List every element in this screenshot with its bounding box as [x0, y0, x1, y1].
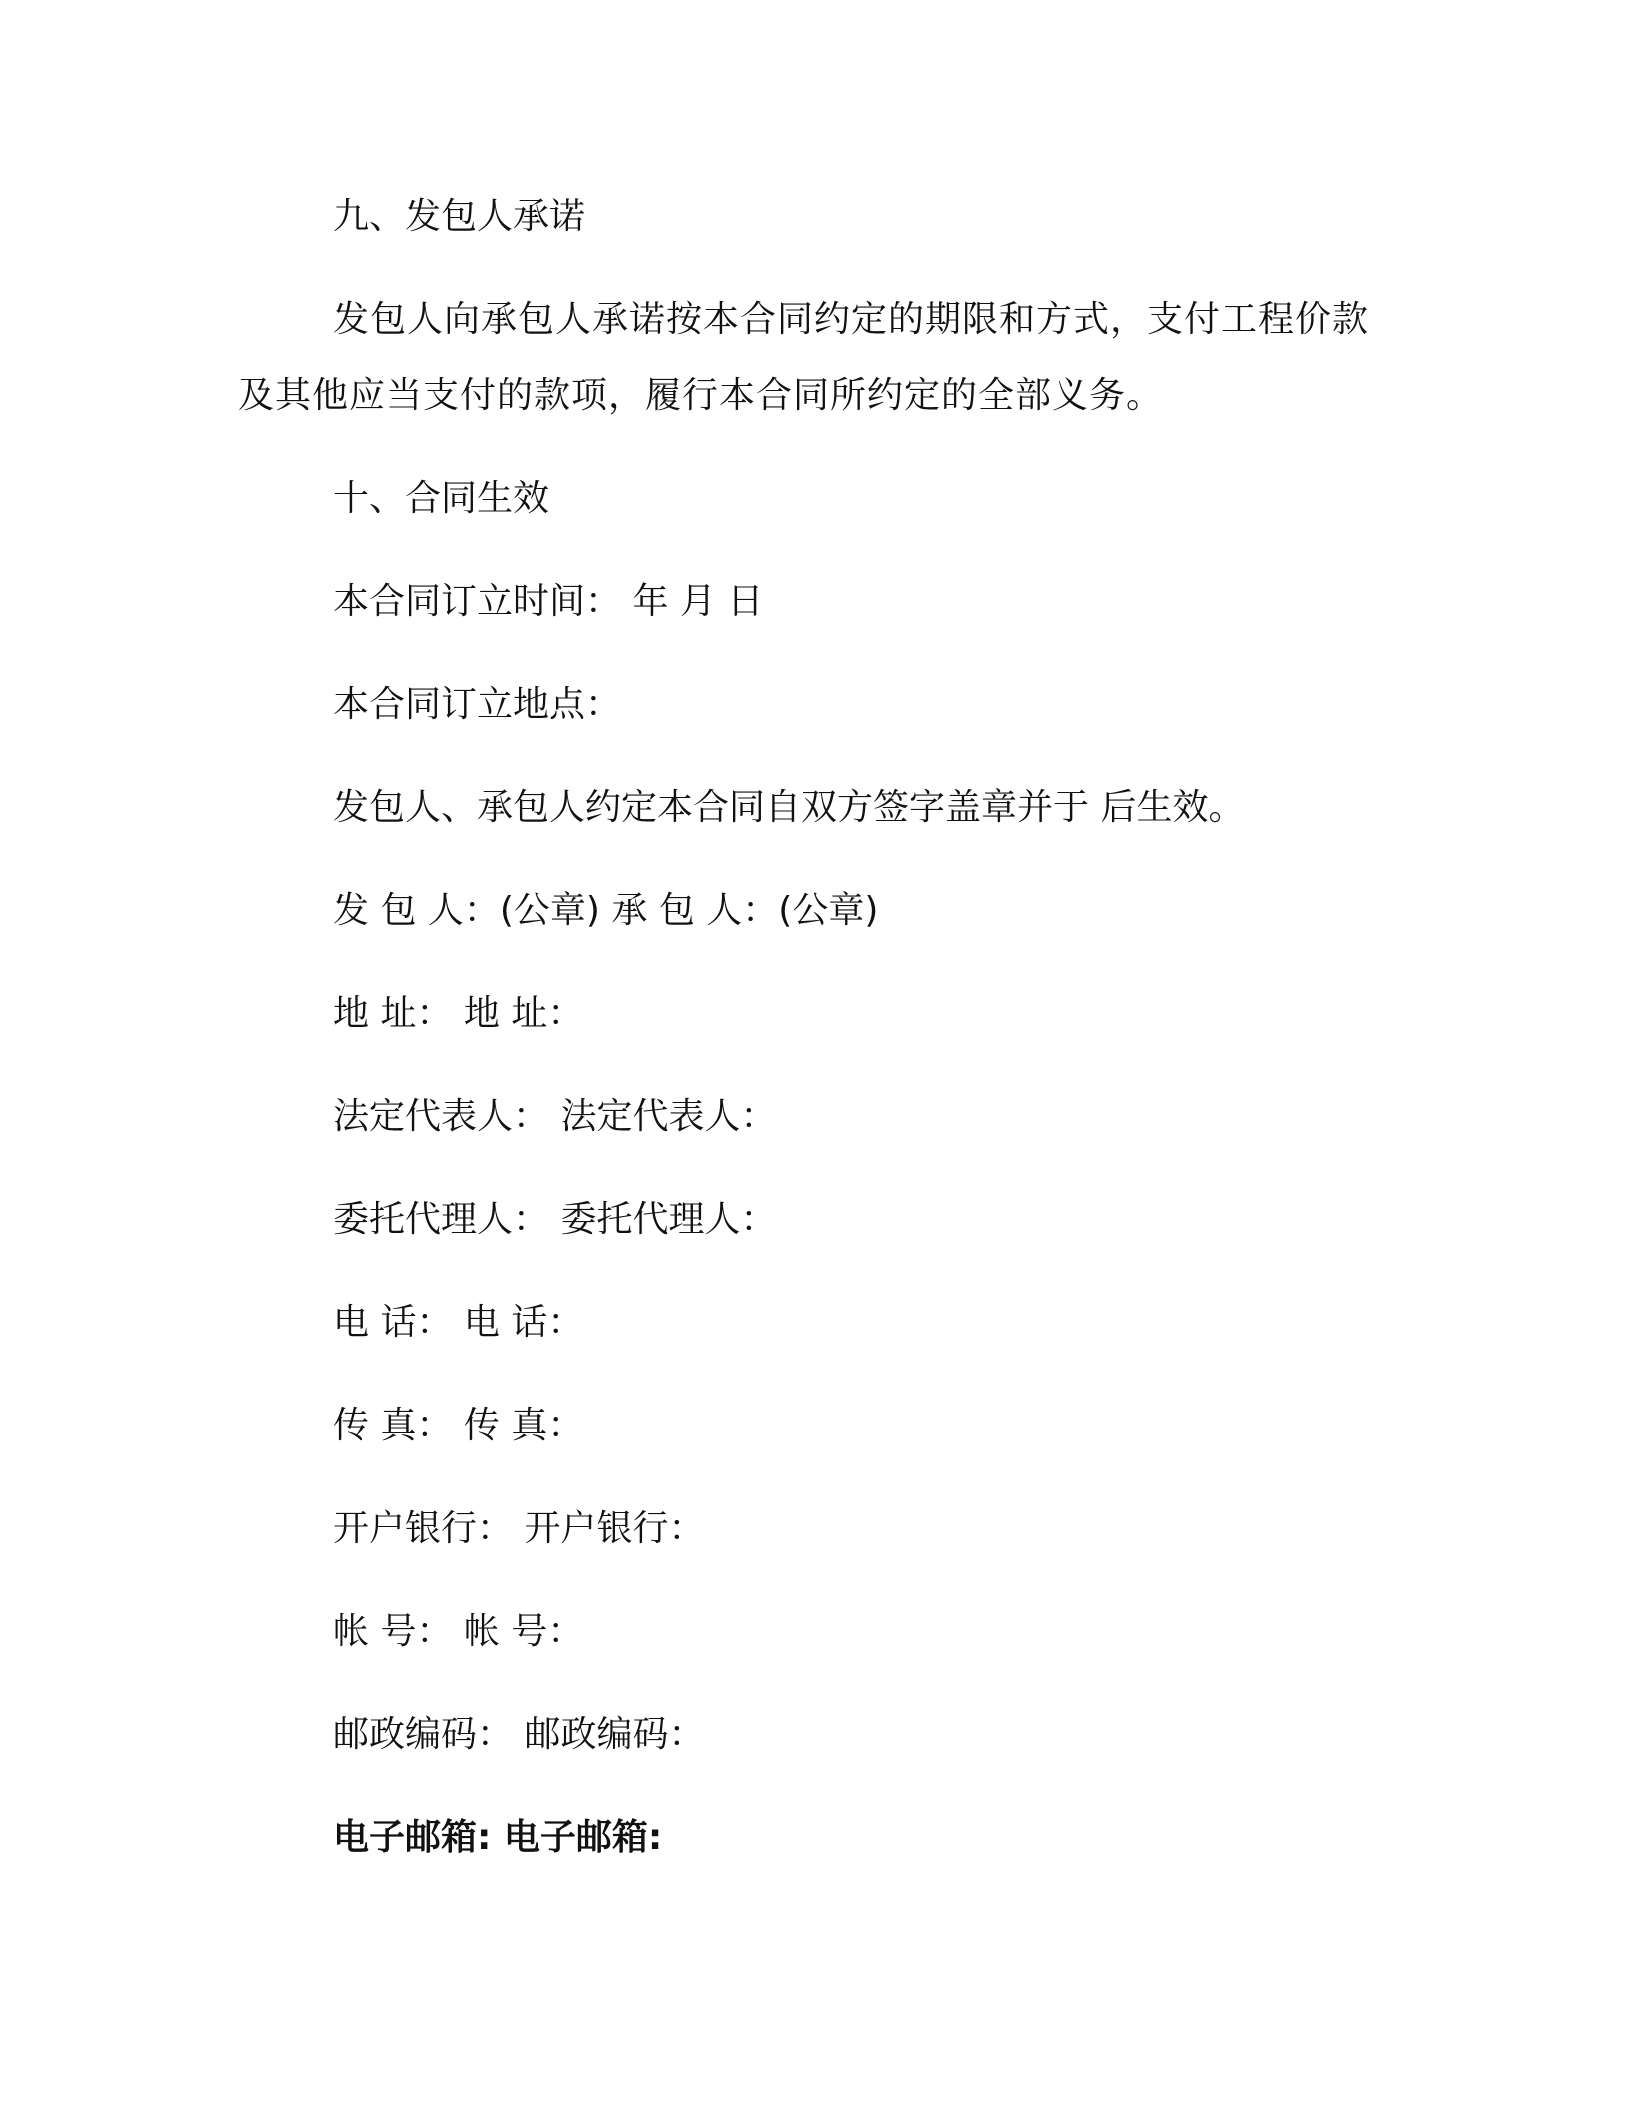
- postal-code-line: 邮政编码： 邮政编码：: [333, 1714, 705, 1755]
- parties-line: 发 包 人：(公章) 承 包 人：(公章): [333, 890, 879, 931]
- bank-line: 开户银行： 开户银行：: [333, 1508, 705, 1549]
- agent-line: 委托代理人： 委托代理人：: [333, 1199, 777, 1240]
- effect-clause: 发包人、承包人约定本合同自双方签字盖章并于 后生效。: [333, 787, 1245, 828]
- legal-rep-line: 法定代表人： 法定代表人：: [333, 1096, 777, 1137]
- email-line: 电子邮箱: 电子邮箱:: [333, 1817, 663, 1858]
- account-line: 帐 号： 帐 号：: [333, 1611, 584, 1652]
- address-line: 地 址： 地 址：: [333, 993, 584, 1034]
- section-10-heading: 十、合同生效: [333, 478, 550, 519]
- section-9-body: 发包人向承包人承诺按本合同约定的期限和方式，支付工程价款及其他应当支付的款项，履行本合同所约定的全部义务。: [238, 299, 1370, 416]
- fax-line: 传 真： 传 真：: [333, 1405, 584, 1446]
- signing-place: 本合同订立地点：: [333, 684, 622, 725]
- phone-line: 电 话： 电 话：: [333, 1302, 584, 1343]
- section-9-heading: 九、发包人承诺: [333, 196, 586, 237]
- signing-time: 本合同订立时间： 年 月 日: [333, 581, 764, 622]
